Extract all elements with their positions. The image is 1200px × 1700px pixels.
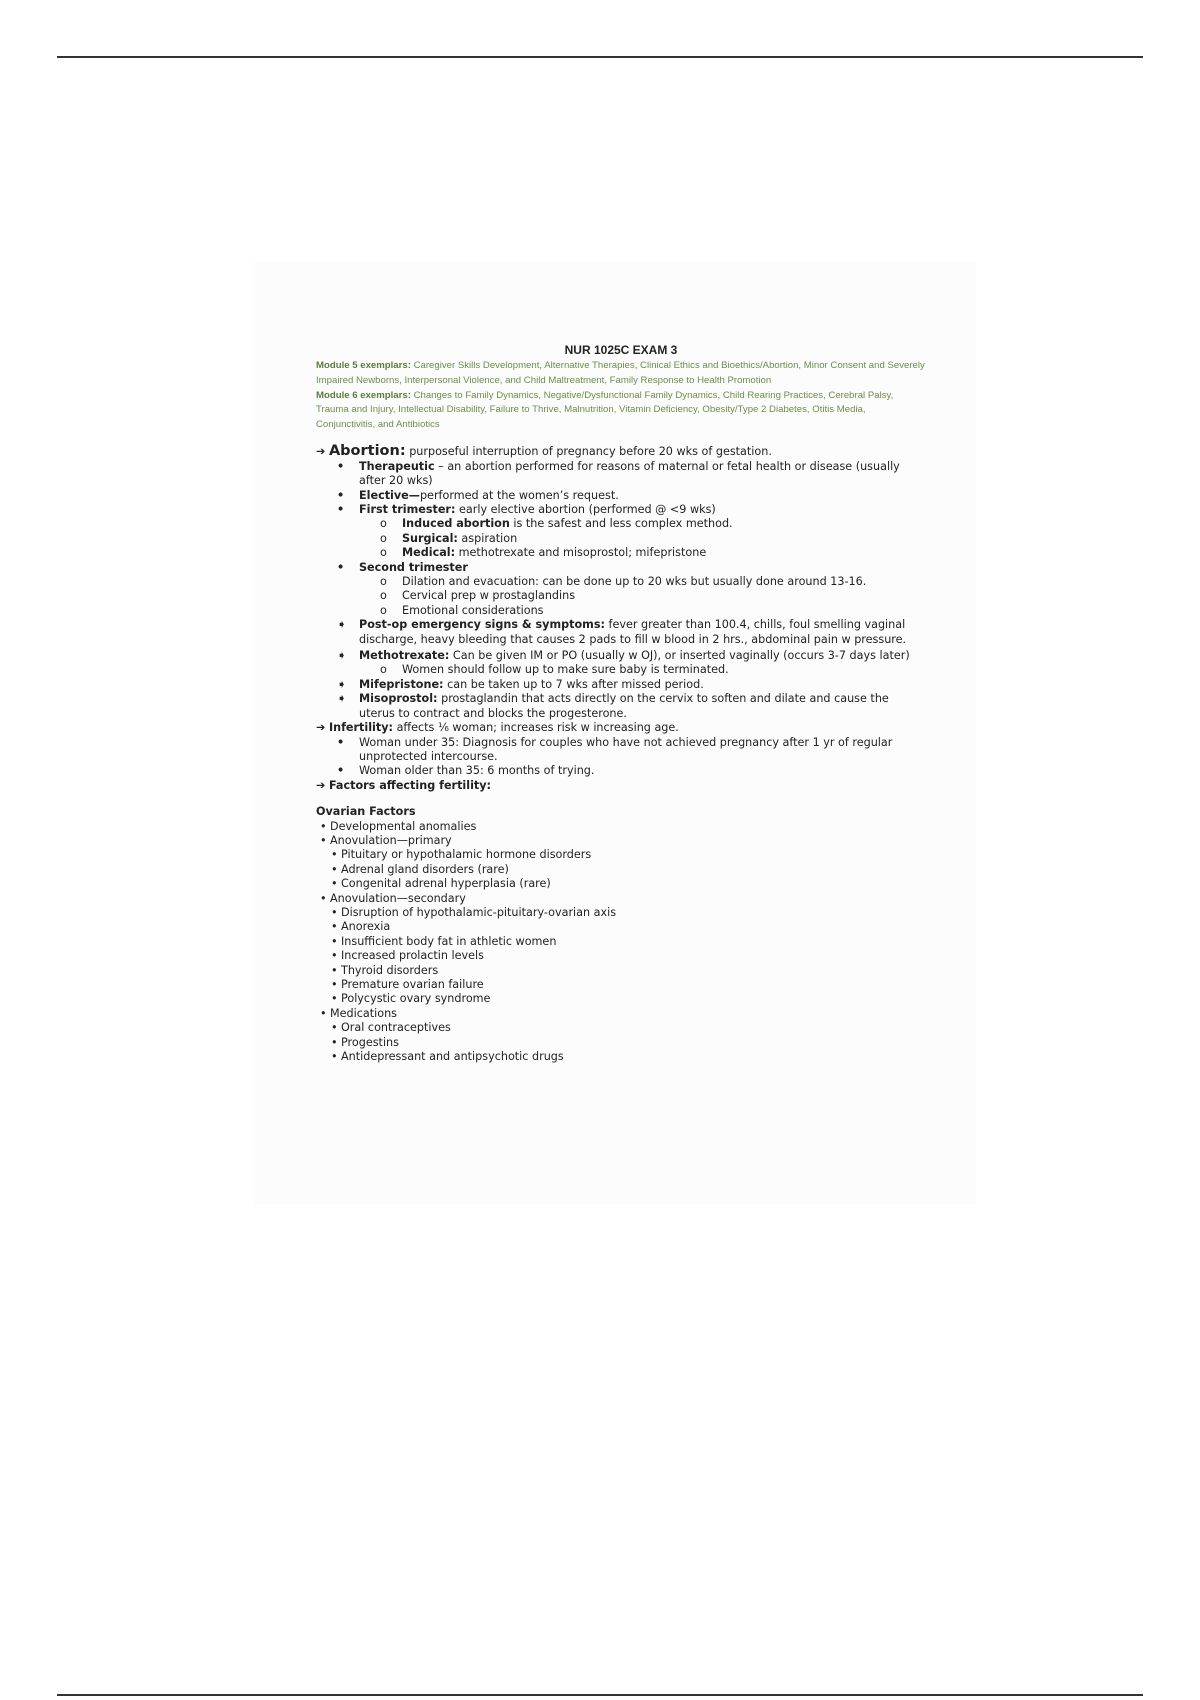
bullet-icon: •: [331, 949, 338, 963]
circle-bullet-icon: o: [380, 663, 387, 677]
list-item: [316, 561, 926, 575]
ovarian-factor-item: [316, 1021, 926, 1035]
list-item: [316, 663, 926, 677]
circle-bullet-icon: o: [380, 531, 387, 545]
list-item: [316, 489, 926, 503]
text: affects ⅙ woman; increases risk w increasing age.: [393, 721, 679, 735]
ovarian-factor-item: [316, 1050, 926, 1064]
text: Woman older than 35: 6 months of trying.: [359, 764, 595, 778]
ovarian-factor-item: [316, 920, 926, 934]
arrow-bullet-icon: ➧: [337, 677, 347, 691]
circle-bullet-icon: o: [380, 517, 387, 531]
ovarian-factors-heading: Ovarian Factors: [316, 805, 416, 819]
ovarian-factor-item: [316, 906, 926, 920]
ovarian-factor-text: Congenital adrenal hyperplasia (rare): [341, 877, 551, 891]
bullet-icon: •: [331, 848, 338, 862]
bullet-icon: •: [331, 920, 338, 934]
ovarian-factor-text: Polycystic ovary syndrome: [341, 992, 491, 1006]
term: Induced abortion: [402, 517, 510, 531]
abortion-term: Abortion:: [328, 443, 406, 460]
module5-exemplars: [316, 359, 926, 388]
ovarian-factor-text: Pituitary or hypothalamic hormone disorders: [341, 848, 592, 862]
term: Factors affecting fertility:: [328, 778, 492, 792]
text: Dilation and evacuation: can be done up to 20 wks but usually done around 13-16.: [402, 575, 867, 589]
ovarian-factor-item: [316, 834, 926, 848]
bullet-icon: •: [331, 1035, 338, 1049]
arrow-icon: ➔: [316, 721, 326, 735]
list-item: [316, 618, 926, 647]
ovarian-factor-item: [316, 1036, 926, 1050]
ovarian-factor-text: Anorexia: [341, 920, 391, 934]
circle-bullet-icon: o: [380, 589, 387, 603]
module5-text: Caregiver Skills Development, Alternative Therapies, Clinical Ethics and Bioethics/Abortion, Minor Consent and Severely Impaired Newborns, Interpersonal Violence, and Child Maltreatment, Family Response to Health Promotion: [316, 360, 925, 386]
list-item: [316, 517, 926, 531]
ovarian-factor-text: Increased prolactin levels: [341, 949, 484, 963]
bullet-icon: •: [331, 877, 338, 891]
term: Surgical:: [402, 531, 458, 545]
arrow-bullet-icon: ➧: [337, 692, 347, 706]
text: prostaglandin that acts directly on the cervix to soften and dilate and cause the uterus to contract and blocks the progesterone.: [359, 692, 889, 720]
bullet-icon: •: [331, 905, 338, 919]
circle-bullet-icon: o: [380, 575, 387, 589]
factors-heading: [316, 779, 926, 793]
ovarian-factor-item: [316, 935, 926, 949]
text: Can be given IM or PO (usually w OJ), or inserted vaginally (occurs 3-7 days later): [449, 649, 910, 663]
bullet-icon: •: [337, 560, 345, 574]
ovarian-factor-item: [316, 964, 926, 978]
term: Therapeutic: [359, 459, 435, 473]
ovarian-factor-item: [316, 848, 926, 862]
arrow-bullet-icon: ➧: [337, 618, 347, 632]
text: Emotional considerations: [402, 603, 544, 617]
term: Post-op emergency signs & symptoms:: [359, 618, 605, 632]
bullet-icon: •: [331, 992, 338, 1006]
bullet-icon: •: [331, 1021, 338, 1035]
ovarian-factor-item: [316, 1007, 926, 1021]
ovarian-factors-list: [316, 820, 926, 1065]
module6-exemplars: [316, 389, 926, 433]
module5-label: Module 5 exemplars:: [316, 360, 411, 372]
list-item: [316, 649, 926, 663]
module6-text: Changes to Family Dynamics, Negative/Dysfunctional Family Dynamics, Child Rearing Practices, Cerebral Palsy, Trauma and Injury, Intellectual Disability, Failure to Thrive, Malnutrition, Vitamin Deficiency, Obesity/Type 2 Diabetes, Otitis Media, Conjunctivitis, and Antibiotics: [316, 389, 894, 430]
term: Elective—: [359, 488, 420, 502]
circle-bullet-icon: o: [380, 546, 387, 560]
bullet-icon: •: [337, 459, 345, 473]
arrow-icon: ➔: [316, 445, 326, 459]
list-item: [316, 503, 926, 517]
term: Misoprostol:: [359, 692, 438, 706]
ovarian-factor-item: [316, 949, 926, 963]
text: aspiration: [457, 531, 518, 545]
term: Methotrexate:: [359, 649, 450, 663]
ovarian-factor-text: Thyroid disorders: [341, 963, 439, 977]
text: – an abortion performed for reasons of maternal or fetal health or disease (usually after 20 wks): [359, 459, 900, 488]
module6-label: Module 6 exemplars:: [316, 389, 411, 401]
abortion-definition: purposeful interruption of pregnancy before 20 wks of gestation.: [405, 445, 772, 459]
list-item: [316, 546, 926, 560]
list-item: [316, 678, 926, 692]
arrow-icon: ➔: [316, 778, 326, 792]
list-item: [316, 692, 926, 721]
abortion-heading: [316, 444, 926, 459]
document-content: [316, 343, 926, 1064]
ovarian-factor-text: Progestins: [341, 1035, 399, 1049]
bullet-icon: •: [331, 1050, 338, 1064]
ovarian-factor-text: Anovulation—primary: [330, 833, 452, 847]
ovarian-factor-text: Oral contraceptives: [341, 1021, 451, 1035]
bullet-icon: •: [331, 963, 338, 977]
list-item: [316, 604, 926, 618]
bullet-icon: •: [337, 503, 345, 516]
ovarian-factor-item: [316, 820, 926, 834]
list-item: [316, 764, 926, 778]
ovarian-factor-text: Insufficient body fat in athletic women: [341, 934, 557, 948]
text: fever greater than 100.4, chills, foul smelling vaginal discharge, heavy bleeding that causes 2 pads to fill w blood in 2 hrs., abdominal pain w pressure.: [359, 618, 907, 646]
ovarian-factor-item: [316, 892, 926, 906]
bullet-icon: •: [337, 764, 345, 778]
list-item: [316, 460, 926, 489]
bullet-icon: •: [331, 934, 338, 948]
bullet-icon: •: [320, 1006, 327, 1020]
list-item: [316, 589, 926, 603]
ovarian-factor-text: Adrenal gland disorders (rare): [341, 862, 509, 876]
ovarian-factor-item: [316, 863, 926, 877]
ovarian-factor-item: [316, 992, 926, 1006]
bullet-icon: •: [320, 833, 327, 847]
term: Infertility:: [328, 721, 394, 735]
bullet-icon: •: [331, 862, 338, 876]
list-item: [316, 575, 926, 589]
ovarian-factor-text: Disruption of hypothalamic-pituitary-ovarian axis: [341, 905, 617, 919]
text: is the safest and less complex method.: [509, 517, 733, 531]
list-item: [316, 736, 926, 765]
bullet-icon: •: [320, 819, 327, 833]
list-item: [316, 532, 926, 546]
text: can be taken up to 7 wks after missed period.: [443, 677, 704, 691]
term: Mifepristone:: [359, 677, 444, 691]
top-divider: [57, 56, 1143, 58]
term: Medical:: [402, 546, 456, 560]
text: Women should follow up to make sure baby is terminated.: [402, 663, 729, 677]
bottom-divider: [57, 1694, 1143, 1696]
text: methotrexate and misoprostol; mifepristone: [455, 546, 707, 560]
text: Woman under 35: Diagnosis for couples who have not achieved pregnancy after 1 yr of regular unprotected intercourse.: [359, 735, 893, 763]
bullet-icon: •: [331, 978, 338, 991]
circle-bullet-icon: o: [380, 603, 387, 617]
term: Second trimester: [359, 560, 468, 574]
term: First trimester:: [359, 503, 456, 516]
ovarian-factor-item: [316, 978, 926, 992]
text: performed at the women’s request.: [419, 488, 619, 502]
ovarian-factor-text: Antidepressant and antipsychotic drugs: [341, 1050, 564, 1064]
ovarian-factor-text: Medications: [330, 1006, 398, 1020]
ovarian-factor-text: Premature ovarian failure: [341, 978, 484, 991]
text: early elective abortion (performed @ <9 wks): [455, 503, 716, 516]
bullet-icon: •: [337, 735, 345, 749]
document-title: NUR 1025C EXAM 3: [564, 343, 678, 357]
text: Cervical prep w prostaglandins: [402, 589, 576, 603]
ovarian-factor-text: Anovulation—secondary: [330, 891, 466, 905]
ovarian-factor-item: [316, 877, 926, 891]
bullet-icon: •: [320, 891, 327, 905]
bullet-icon: •: [337, 488, 345, 502]
ovarian-factor-text: Developmental anomalies: [330, 819, 477, 833]
infertility-heading: [316, 721, 926, 735]
arrow-bullet-icon: ➧: [337, 649, 347, 663]
